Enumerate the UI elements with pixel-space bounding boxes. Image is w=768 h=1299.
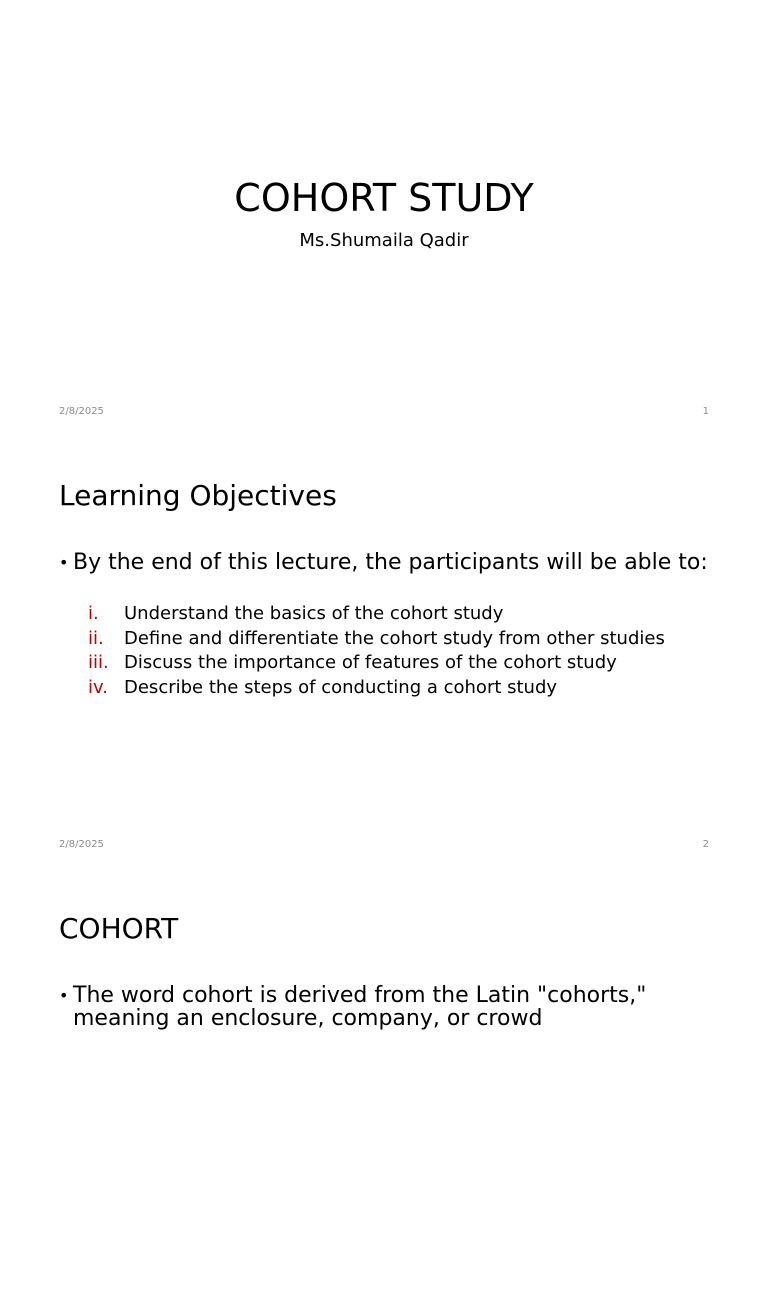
slide-1 (0, 0, 768, 433)
objective-item (88, 627, 665, 652)
slide-heading: COHORT (59, 912, 179, 945)
slide-subtitle: Ms.Shumaila Qadir (299, 230, 469, 251)
objective-item (88, 651, 665, 676)
objective-text: Discuss the importance of features of the cohort study (124, 652, 617, 673)
objectives-list (88, 602, 665, 700)
bullet-dot-icon: • (59, 986, 69, 1005)
objective-item (88, 676, 665, 701)
slide-number: 1 (702, 406, 709, 417)
bullet-dot-icon: • (59, 553, 69, 572)
bullet-item (59, 984, 719, 1030)
roman-numeral: ii. (88, 627, 104, 649)
roman-numeral: iii. (88, 652, 109, 673)
objective-item (88, 602, 665, 627)
objective-text: Define and differentiate the cohort study from other studies (124, 627, 665, 649)
bullet-item (59, 551, 719, 574)
bullet-text: By the end of this lecture, the participants will be able to: (73, 550, 708, 575)
slide-heading: Learning Objectives (59, 479, 337, 512)
objective-text: Describe the steps of conducting a cohort study (124, 676, 558, 698)
slide-2 (0, 433, 768, 866)
roman-numeral: i. (88, 603, 99, 624)
bullet-text: The word cohort is derived from the Latin "cohorts," meaning an enclosure, company, or crowd (73, 983, 647, 1031)
roman-numeral: iv. (88, 676, 108, 698)
slide-3 (0, 866, 768, 1299)
slide-date: 2/8/2025 (59, 839, 104, 850)
slide-title: COHORT STUDY (234, 176, 534, 220)
slide-date: 2/8/2025 (59, 406, 104, 417)
objective-text: Understand the basics of the cohort study (124, 603, 504, 624)
slide-number: 2 (702, 839, 709, 850)
